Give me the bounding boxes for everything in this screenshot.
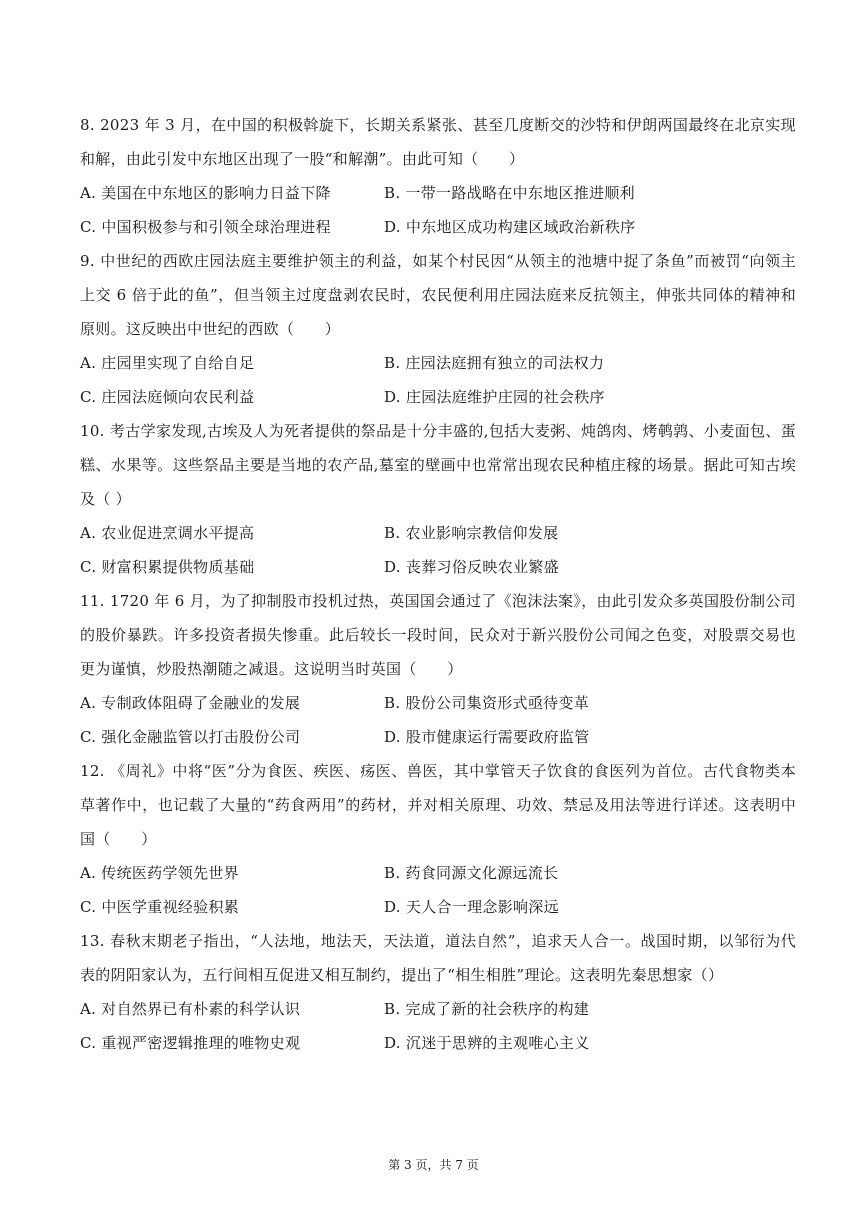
option-b: B. 庄园法庭拥有独立的司法权力 (384, 354, 605, 372)
option-d: D. 股市健康运行需要政府监管 (384, 728, 590, 746)
option-a: A. 专制政体阻碍了金融业的发展 (80, 694, 301, 712)
question-options (80, 856, 796, 924)
option-a: A. 对自然界已有朴素的科学认识 (80, 1000, 301, 1018)
option-b: B. 药食同源文化源远流长 (384, 864, 559, 882)
question-options (80, 516, 796, 584)
question-stem: 11. 1720 年 6 月，为了抑制股市投机过热，英国国会通过了《泡沫法案》，由此引发众多英国股份制公司的股价暴跌。许多投资者损失惨重。此后较长一段时间，民众对于新兴股份公司闻之色变，对股票交易也更为谨慎，炒股热潮随之减退。这说明当时英国（ ） (80, 592, 796, 678)
question-stem: 8. 2023 年 3 月，在中国的积极斡旋下，长期关系紧张、甚至几度断交的沙特和伊朗两国最终在北京实现和解，由此引发中东地区出现了一股“和解潮”。由此可知（ ） (80, 116, 796, 168)
question-10 (80, 414, 796, 584)
option-d: D. 中东地区成功构建区域政治新秩序 (384, 218, 636, 236)
option-c: C. 财富积累提供物质基础 (80, 558, 255, 576)
option-c: C. 强化金融监管以打击股份公司 (80, 728, 301, 746)
option-a: A. 美国在中东地区的影响力日益下降 (80, 184, 331, 202)
option-c: C. 庄园法庭倾向农民利益 (80, 388, 255, 406)
question-stem: 12. 《周礼》中将“医”分为食医、疾医、疡医、兽医，其中掌管天子饮食的食医列为首位。古代食物类本草著作中，也记载了大量的“药食两用”的药材，并对相关原理、功效、禁忌及用法等进行详述。这表明中国（ ） (80, 762, 796, 848)
question-8 (80, 108, 796, 244)
option-b: B. 一带一路战略在中东地区推进顺利 (384, 184, 635, 202)
option-c: C. 中医学重视经验积累 (80, 898, 240, 916)
question-stem: 9. 中世纪的西欧庄园法庭主要维护领主的利益，如某个村民因“从领主的池塘中捉了条鱼”而被罚“向领主上交 6 倍于此的鱼”，但当领主过度盘剥农民时，农民便利用庄园法庭来反抗领主，伸张共同体的精神和原则。这反映出中世纪的西欧（ ） (80, 252, 796, 338)
question-options (80, 346, 796, 414)
option-c: C. 中国积极参与和引领全球治理进程 (80, 218, 331, 236)
option-a: A. 传统医药学领先世界 (80, 864, 239, 882)
option-d: D. 沉迷于思辨的主观唯心主义 (384, 1034, 590, 1052)
question-stem: 13. 春秋末期老子指出，“人法地，地法天，天法道，道法自然”，追求天人合一。战国时期，以邹衍为代表的阴阳家认为，五行间相互促进又相互制约，提出了“相生相胜”理论。这表明先秦思想家（） (80, 932, 796, 984)
option-d: D. 庄园法庭维护庄园的社会秩序 (384, 388, 605, 406)
question-options (80, 176, 796, 244)
question-stem: 10. 考古学家发现,古埃及人为死者提供的祭品是十分丰盛的,包括大麦粥、炖鸽肉、烤鹌鹑、小麦面包、蛋糕、水果等。这些祭品主要是当地的农产品,墓室的壁画中也常常出现农民种植庄稼的场景。据此可知古埃及（ ） (80, 422, 796, 508)
option-b: B. 完成了新的社会秩序的构建 (384, 1000, 590, 1018)
exam-page-content (80, 108, 796, 1060)
option-a: A. 庄园里实现了自给自足 (80, 354, 255, 372)
page-footer: 第 3 页，共 7 页 (388, 1158, 479, 1172)
option-d: D. 天人合一理念影响深远 (384, 898, 559, 916)
option-b: B. 股份公司集资形式亟待变革 (384, 694, 590, 712)
question-12 (80, 754, 796, 924)
option-d: D. 丧葬习俗反映农业繁盛 (384, 558, 559, 576)
question-13 (80, 924, 796, 1060)
option-a: A. 农业促进烹调水平提高 (80, 524, 255, 542)
question-9 (80, 244, 796, 414)
option-b: B. 农业影响宗教信仰发展 (384, 524, 559, 542)
question-options (80, 686, 796, 754)
question-options (80, 992, 796, 1060)
option-c: C. 重视严密逻辑推理的唯物史观 (80, 1034, 301, 1052)
question-11 (80, 584, 796, 754)
